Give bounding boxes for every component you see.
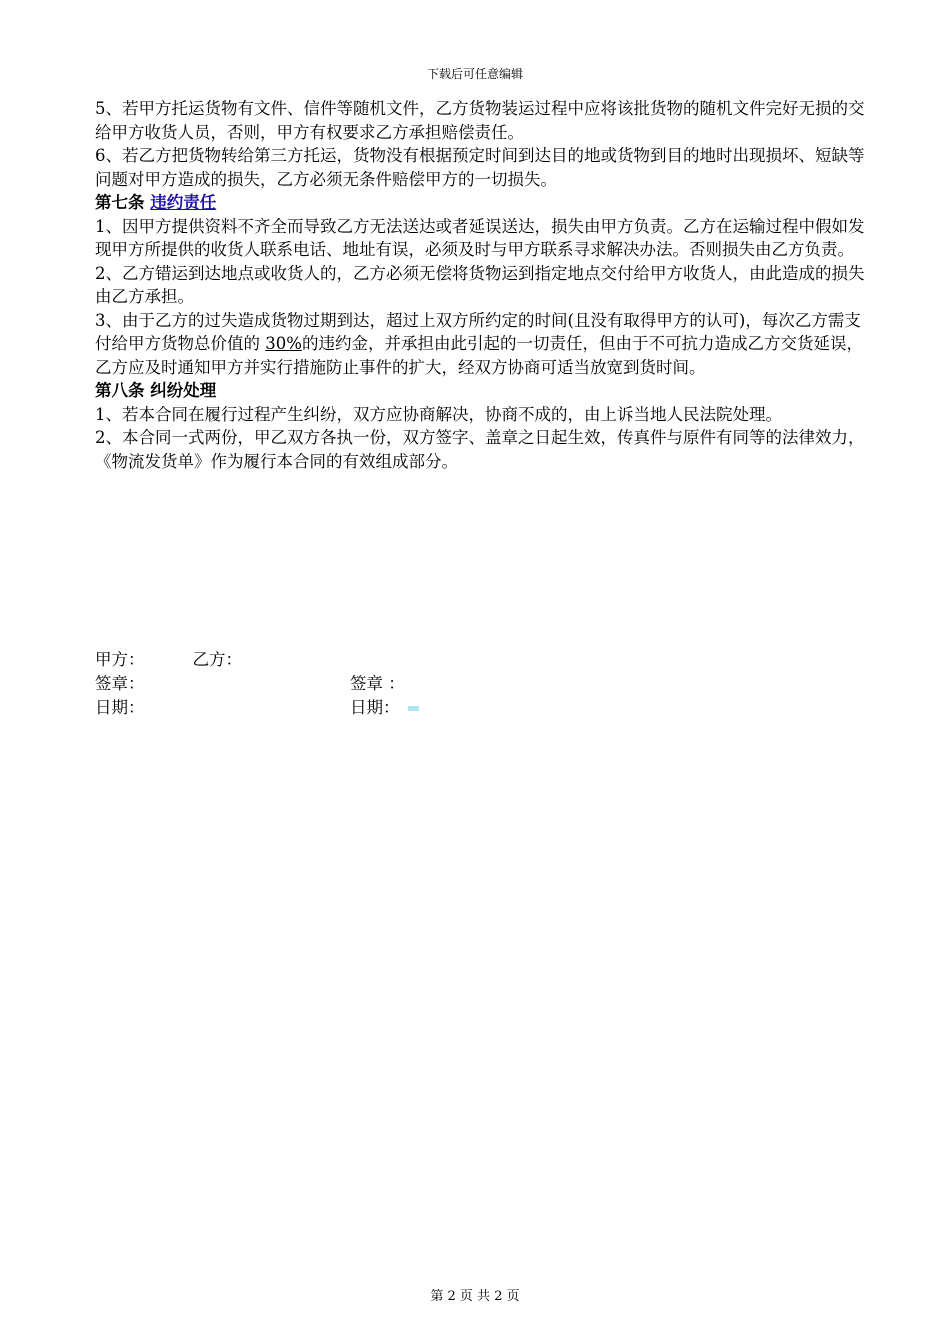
penalty-percentage: 30% [265,334,302,353]
article-7-prefix: 第七条 [95,193,151,212]
date-a-label: 日期： [95,698,145,717]
article-7-clause-3-part-b: 的违约金，并承担由此引起的一切责任，但由于不可抗力造成乙方交货延误，乙方应及时通知甲方并实行措施防止事件的扩大，经双方协商可适当放宽到货时间。 [95,334,863,377]
clause-5: 5、若甲方托运货物有文件、信件等随机文件，乙方货物装运过程中应将该批货物的随机文件完好无损的交给甲方收货人员，否则，甲方有权要求乙方承担赔偿责任。 [95,99,865,142]
article-8-clause-2: 2、本合同一式两份，甲乙双方各执一份，双方签字、盖章之日起生效，传真件与原件有同等的法律效力，《物流发货单》作为履行本合同的有效组成部分。 [95,428,865,471]
article-8-clause-1: 1、若本合同在履行过程产生纠纷，双方应协商解决，协商不成的，由上诉当地人民法院处理。 [95,404,782,424]
page-header: 下载后可任意编辑 [426,67,523,81]
article-7-clause-1: 1、因甲方提供资料不齐全而导致乙方无法送达或者延误送达，损失由甲方负责。乙方在运输过程中假如发现甲方所提供的收货人联系电话、地址有误，必须及时与甲方联系寻求解决办法。否则损失由乙方负责。 [95,216,865,259]
seal-b-label: 签章 ： [350,674,405,693]
page-footer: 第 2 页 共 2 页 [430,1289,520,1304]
breach-liability-link[interactable]: 违约责任 [150,193,217,212]
clause-6: 6、若乙方把货物转给第三方托运，货物没有根据预定时间到达目的地或货物到目的地时出现损坏、短缺等问题对甲方造成的损失，乙方必须无条件赔偿甲方的一切损失。 [95,146,865,189]
seal-a-label: 签章： [95,674,145,693]
highlight-mark [408,706,419,711]
party-a-label: 甲方： [95,650,145,669]
article-7-clause-2: 2、乙方错运到达地点或收货人的，乙方必须无偿将货物运到指定地点交付给甲方收货人，由此造成的损失由乙方承担。 [95,263,865,306]
article-7-clause-3-part-a: 3、由于乙方的过失造成货物过期到达，超过上双方所约定的时间(且没有取得甲方的认可)，每次乙方需支付给甲方货物总价值的 [95,310,861,353]
article-7-heading [95,191,865,215]
article-7-clause-3 [95,309,865,380]
article-8-heading: 第八条 纠纷处理 [95,381,217,400]
date-b-label: 日期： [350,698,400,717]
party-b-label: 乙方： [192,650,242,669]
document-body [95,97,865,473]
signature-party-row [95,648,242,672]
date-b-row [350,696,419,720]
